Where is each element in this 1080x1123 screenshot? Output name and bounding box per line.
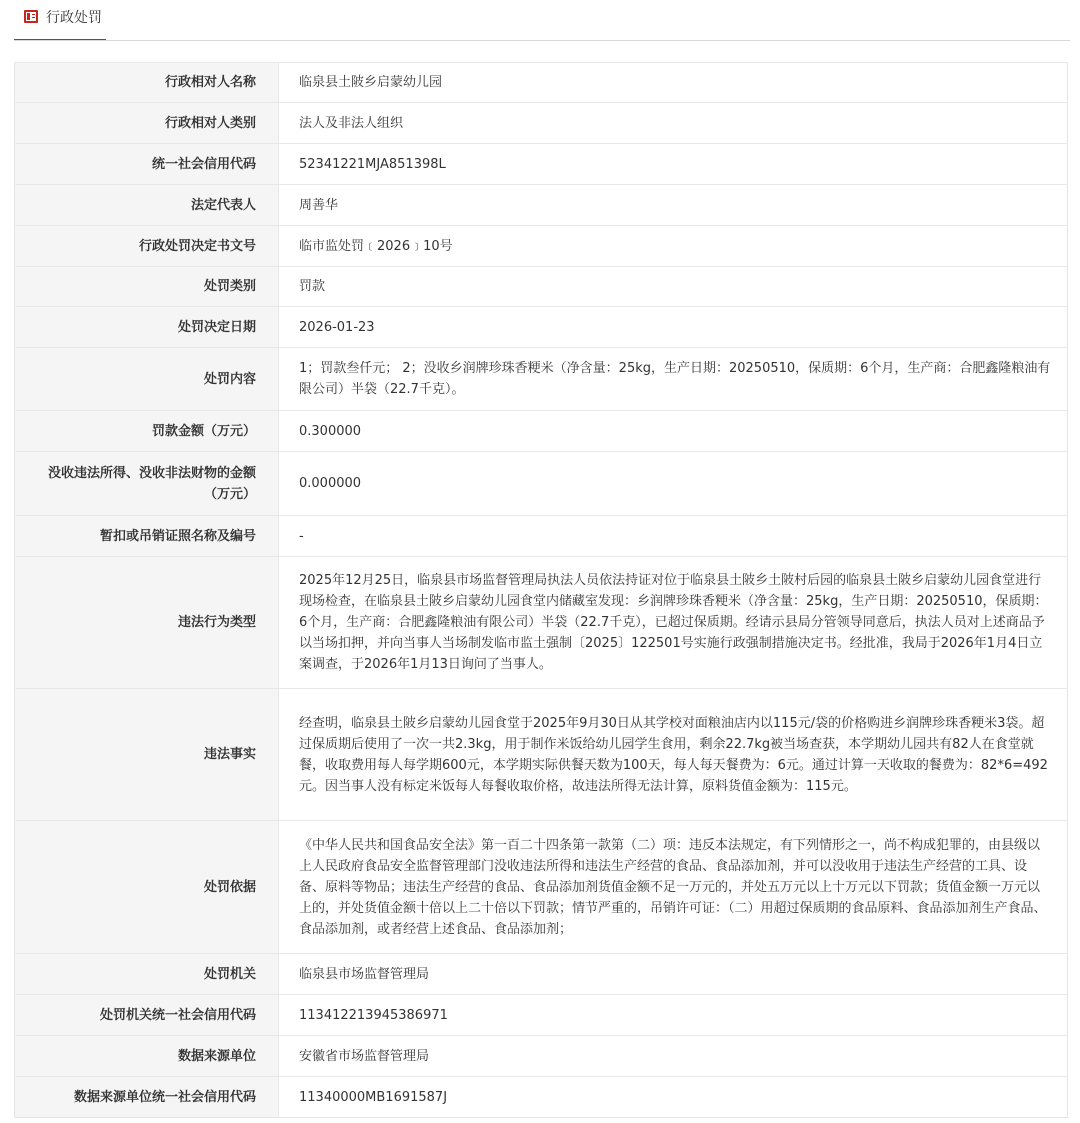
row-label: 暂扣或吊销证照名称及编号 bbox=[15, 516, 279, 557]
row-label: 违法事实 bbox=[15, 689, 279, 821]
table-row bbox=[15, 954, 1068, 995]
row-value: 临泉县市场监督管理局 bbox=[279, 954, 1068, 995]
row-label: 没收违法所得、没收非法财物的金额（万元） bbox=[15, 452, 279, 516]
table-row bbox=[15, 557, 1068, 689]
row-label: 行政相对人类别 bbox=[15, 103, 279, 144]
row-value: 安徽省市场监督管理局 bbox=[279, 1036, 1068, 1077]
row-label: 法定代表人 bbox=[15, 185, 279, 226]
table-row bbox=[15, 226, 1068, 267]
row-value: 2025年12月25日，临泉县市场监督管理局执法人员依法持证对位于临泉县土陂乡土陂村后园的临泉县土陂乡启蒙幼儿园食堂进行现场检查，在临泉县土陂乡启蒙幼儿园食堂内储藏室发现：乡润牌珍珠香粳米（净含量：25kg，生产日期：20250510，保质期：6个月，生产商：合肥鑫隆粮油有限公司）半袋（22.7千克），已超过保质期。经请示县局分管领导同意后，执法人员对上述商品予以当场扣押，并向当事人当场制发临市监土强制〔2025〕122501号实施行政强制措施决定书。经批准，我局于2026年1月4日立案调查，于2026年1月13日询问了当事人。 bbox=[279, 557, 1068, 689]
row-value: 1；罚款叁仟元； 2；没收乡润牌珍珠香粳米（净含量：25kg，生产日期：20250510，保质期：6个月，生产商：合肥鑫隆粮油有限公司）半袋（22.7千克）。 bbox=[279, 348, 1068, 411]
row-value: 2026-01-23 bbox=[279, 307, 1068, 348]
tab-title: 行政处罚 bbox=[46, 10, 102, 26]
header-divider bbox=[14, 40, 1070, 41]
table-row bbox=[15, 1036, 1068, 1077]
table-row bbox=[15, 63, 1068, 103]
table-row bbox=[15, 144, 1068, 185]
row-value: 罚款 bbox=[279, 267, 1068, 307]
row-label: 行政相对人名称 bbox=[15, 63, 279, 103]
table-row bbox=[15, 689, 1068, 821]
penalty-info-table bbox=[14, 62, 1068, 1118]
row-label: 罚款金额（万元） bbox=[15, 411, 279, 452]
table-row bbox=[15, 516, 1068, 557]
document-icon bbox=[24, 10, 38, 23]
table-row bbox=[15, 103, 1068, 144]
row-value: 0.000000 bbox=[279, 452, 1068, 516]
row-value: 113412213945386971 bbox=[279, 995, 1068, 1036]
row-label: 数据来源单位统一社会信用代码 bbox=[15, 1077, 279, 1118]
table-row bbox=[15, 267, 1068, 307]
row-label: 处罚决定日期 bbox=[15, 307, 279, 348]
tab-administrative-penalty[interactable] bbox=[14, 0, 106, 41]
row-value: 法人及非法人组织 bbox=[279, 103, 1068, 144]
table-row bbox=[15, 1077, 1068, 1118]
row-value: 临市监处罚﹝2026﹞10号 bbox=[279, 226, 1068, 267]
table-row bbox=[15, 307, 1068, 348]
row-value: 0.300000 bbox=[279, 411, 1068, 452]
row-value: 11340000MB1691587J bbox=[279, 1077, 1068, 1118]
table-row bbox=[15, 348, 1068, 411]
row-value: 周善华 bbox=[279, 185, 1068, 226]
table-row bbox=[15, 995, 1068, 1036]
row-label: 处罚机关 bbox=[15, 954, 279, 995]
row-value: 临泉县土陂乡启蒙幼儿园 bbox=[279, 63, 1068, 103]
row-label: 违法行为类型 bbox=[15, 557, 279, 689]
row-label: 行政处罚决定书文号 bbox=[15, 226, 279, 267]
row-value: 52341221MJA851398L bbox=[279, 144, 1068, 185]
row-label: 数据来源单位 bbox=[15, 1036, 279, 1077]
table-row bbox=[15, 821, 1068, 954]
row-label: 处罚机关统一社会信用代码 bbox=[15, 995, 279, 1036]
row-label: 处罚类别 bbox=[15, 267, 279, 307]
row-value: 经查明，临泉县土陂乡启蒙幼儿园食堂于2025年9月30日从其学校对面粮油店内以115元/袋的价格购进乡润牌珍珠香粳米3袋。超过保质期后使用了一次一共2.3kg，用于制作米饭给幼儿园学生食用，剩余22.7kg被当场查获，本学期幼儿园共有82人在食堂就餐，收取费用每人每学期600元，本学期实际供餐天数为100天，每人每天餐费为：6元。通过计算一天收取的餐费为：82*6=492元。因当事人没有标定米饭每人每餐收取价格，故违法所得无法计算，原料货值金额为：115元。 bbox=[279, 689, 1068, 821]
row-label: 处罚内容 bbox=[15, 348, 279, 411]
row-label: 处罚依据 bbox=[15, 821, 279, 954]
row-label: 统一社会信用代码 bbox=[15, 144, 279, 185]
table-row bbox=[15, 452, 1068, 516]
row-value: 《中华人民共和国食品安全法》第一百二十四条第一款第（二）项：违反本法规定，有下列情形之一，尚不构成犯罪的，由县级以上人民政府食品安全监督管理部门没收违法所得和违法生产经营的食品、食品添加剂，并可以没收用于违法生产经营的工具、设备、原料等物品；违法生产经营的食品、食品添加剂货值金额不足一万元的，并处五万元以上十万元以下罚款；货值金额一万元以上的，并处货值金额十倍以上二十倍以下罚款；情节严重的，吊销许可证：（二）用超过保质期的食品原料、食品添加剂生产食品、食品添加剂，或者经营上述食品、食品添加剂； bbox=[279, 821, 1068, 954]
table-row bbox=[15, 185, 1068, 226]
table-row bbox=[15, 411, 1068, 452]
page-header bbox=[0, 0, 1080, 42]
row-value: - bbox=[279, 516, 1068, 557]
